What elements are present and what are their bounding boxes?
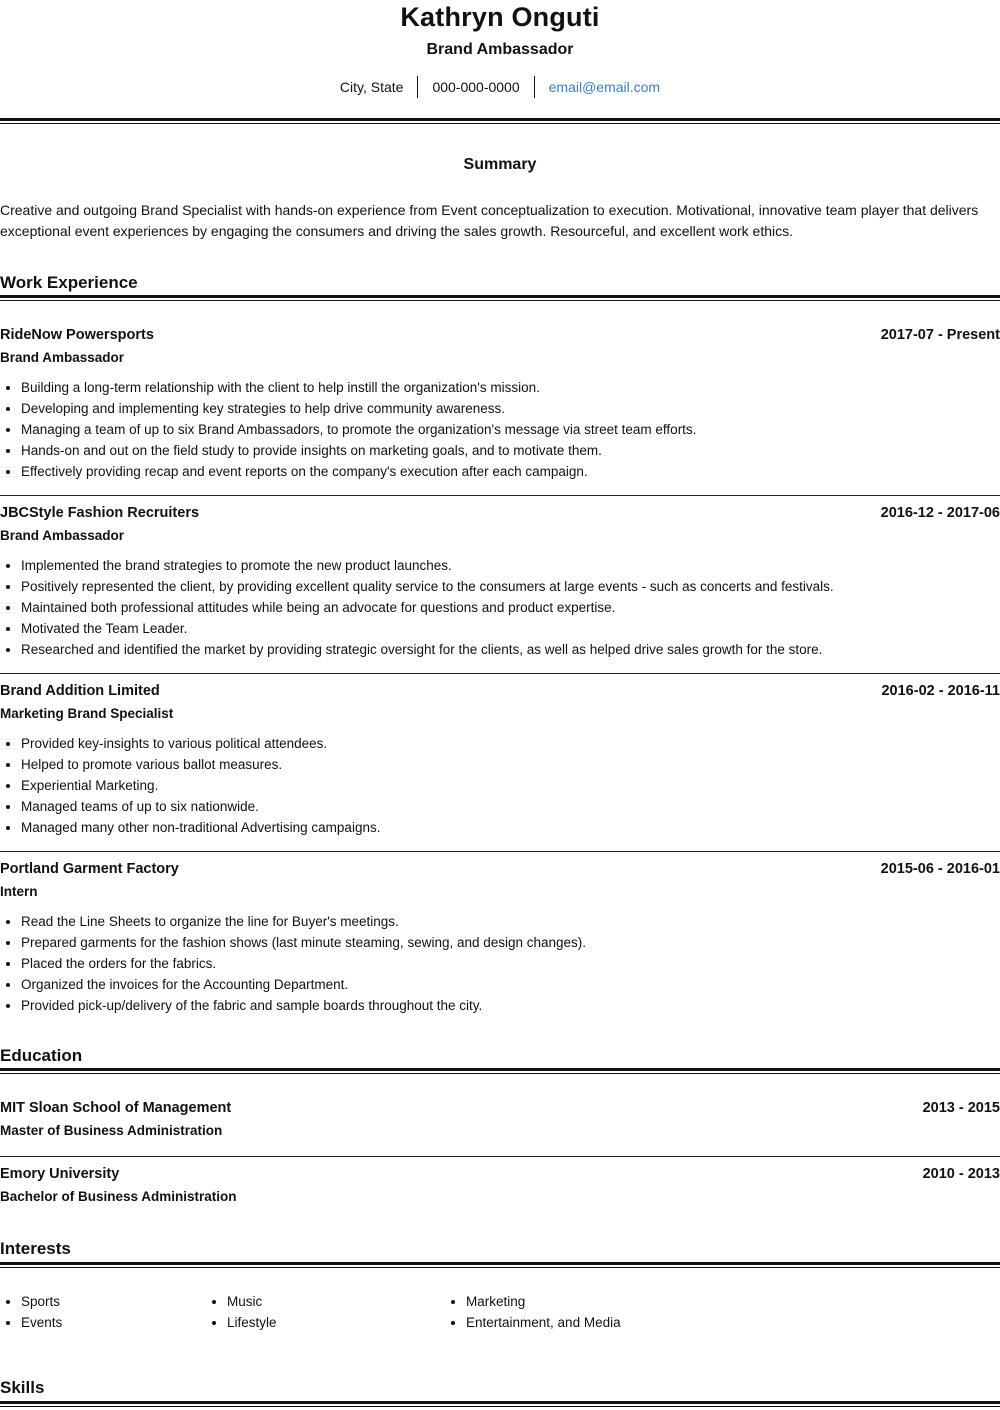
job-title: Intern [0, 884, 38, 899]
employer-name: Brand Addition Limited [0, 683, 160, 699]
list-item: • Managed many other non-traditional Advertising campaigns. [21, 817, 380, 838]
employment-dates: 2015-06 - 2016-01 [880, 861, 1000, 877]
responsibility-list [21, 377, 696, 482]
list-item: • Provided key-insights to various political attendees. [21, 733, 380, 754]
list-item: • Effectively providing recap and event reports on the company's execution after each campaign. [21, 461, 696, 482]
interests-list [0, 1291, 1000, 1335]
list-item: • Provided pick-up/delivery of the fabric and sample boards throughout the city. [21, 995, 586, 1016]
list-item: • Music [227, 1291, 277, 1312]
list-item: • Experiential Marketing. [21, 775, 380, 796]
responsibility-list [21, 911, 586, 1016]
degree-name: Master of Business Administration [0, 1123, 223, 1138]
list-item: • Lifestyle [227, 1312, 277, 1333]
section-divider [0, 1401, 1000, 1407]
section-divider [0, 1262, 1000, 1268]
entry-divider [0, 495, 1000, 496]
contact-bar [0, 76, 1000, 98]
list-item: • Developing and implementing key strategies to help drive community awareness. [21, 398, 696, 419]
responsibility-list [21, 555, 834, 660]
header-divider [0, 118, 1000, 124]
list-item: • Read the Line Sheets to organize the line for Buyer's meetings. [21, 911, 586, 932]
summary-heading: Summary [463, 156, 537, 173]
list-item: • Prepared garments for the fashion shows (last minute steaming, sewing, and design changes). [21, 932, 586, 953]
school-name: Emory University [0, 1166, 120, 1182]
employment-dates: 2016-02 - 2016-11 [881, 683, 1000, 699]
interests-column [466, 1291, 621, 1333]
candidate-name: Kathryn Onguti [400, 2, 600, 32]
skills-heading: Skills [0, 1378, 45, 1397]
list-item: • Events [21, 1312, 62, 1333]
study-dates: 2013 - 2015 [922, 1100, 1000, 1116]
employer-name: RideNow Powersports [0, 327, 154, 343]
list-item: • Placed the orders for the fabrics. [21, 953, 586, 974]
employment-dates: 2016-12 - 2017-06 [880, 505, 1000, 521]
list-item: • Managed teams of up to six nationwide. [21, 796, 380, 817]
job-title: Brand Ambassador [0, 528, 125, 543]
candidate-role: Brand Ambassador [426, 41, 574, 58]
entry-divider [0, 673, 1000, 674]
location-text: City, State [339, 79, 404, 95]
summary-text: Creative and outgoing Brand Specialist with hands-on experience from Event conceptualization to execution. Motivational, innovative team player that delivers exceptional event experiences by engaging the consumers and driving the sales growth. Resourceful, and excellent work ethics. [0, 202, 979, 239]
list-item: • Sports [21, 1291, 62, 1312]
list-item: • Entertainment, and Media [466, 1312, 621, 1333]
school-name: MIT Sloan School of Management [0, 1100, 232, 1116]
entry-divider [0, 1156, 1000, 1157]
degree-name: Bachelor of Business Administration [0, 1189, 237, 1204]
email-link[interactable]: email@email.com [548, 79, 661, 95]
job-title: Brand Ambassador [0, 350, 125, 365]
list-item: • Organized the invoices for the Accounting Department. [21, 974, 586, 995]
list-item: • Hands-on and out on the field study to provide insights on marketing goals, and to motivate them. [21, 440, 696, 461]
list-item: • Positively represented the client, by providing excellent quality service to the consumers at large events - such as concerts and festivals. [21, 576, 834, 597]
employment-dates: 2017-07 - Present [880, 327, 1000, 343]
list-item: • Motivated the Team Leader. [21, 618, 834, 639]
work-experience-heading: Work Experience [0, 273, 138, 292]
list-item: • Marketing [466, 1291, 621, 1312]
employer-name: Portland Garment Factory [0, 861, 179, 877]
entry-divider [0, 851, 1000, 852]
list-item: • Maintained both professional attitudes while being an advocate for questions and product expertise. [21, 597, 834, 618]
list-item: • Building a long-term relationship with the client to help instill the organization's mission. [21, 377, 696, 398]
list-item: • Implemented the brand strategies to promote the new product launches. [21, 555, 834, 576]
responsibility-list [21, 733, 380, 838]
section-divider [0, 295, 1000, 301]
list-item: • Helped to promote various ballot measures. [21, 754, 380, 775]
interests-heading: Interests [0, 1239, 71, 1258]
education-heading: Education [0, 1046, 83, 1065]
section-divider [0, 1068, 1000, 1074]
study-dates: 2010 - 2013 [922, 1166, 1000, 1182]
job-title: Marketing Brand Specialist [0, 706, 174, 721]
interests-column [21, 1291, 62, 1333]
employer-name: JBCStyle Fashion Recruiters [0, 505, 200, 521]
phone-text: 000-000-0000 [432, 79, 520, 95]
list-item: • Managing a team of up to six Brand Ambassadors, to promote the organization's message via street team efforts. [21, 419, 696, 440]
list-item: • Researched and identified the market by providing strategic oversight for the clients, as well as helped drive sales growth for the store. [21, 639, 834, 660]
interests-column [227, 1291, 277, 1333]
